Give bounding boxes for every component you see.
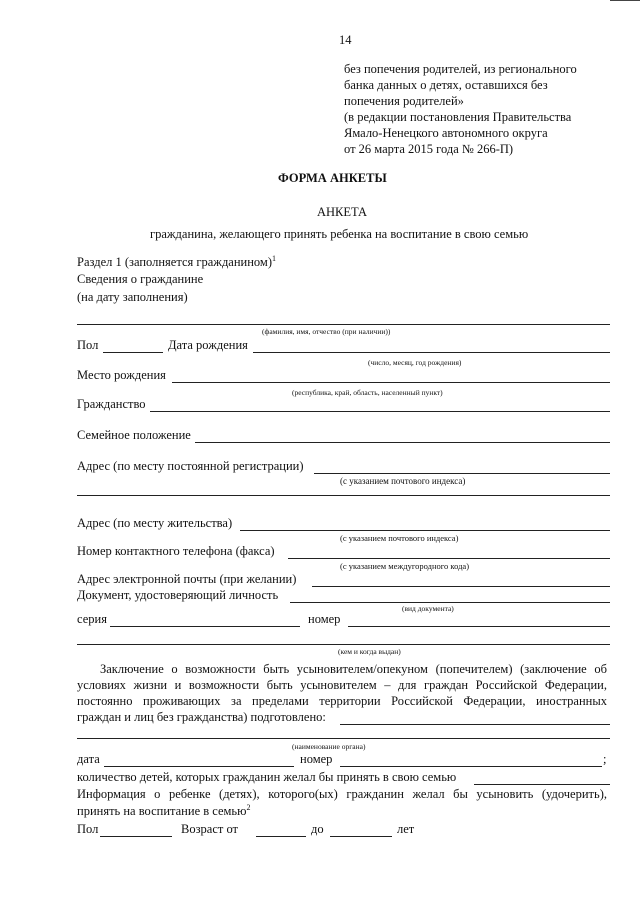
fio-caption: (фамилия, имя, отчество (при наличии)) (262, 327, 391, 336)
conclusion-date-field[interactable] (104, 766, 294, 767)
sex-label: Пол (77, 338, 99, 352)
conclusion-date-label: дата (77, 752, 100, 766)
document-field[interactable] (290, 602, 610, 603)
organ-field[interactable] (77, 738, 610, 739)
footnote-mark: 1 (272, 254, 277, 263)
citizenship-label: Гражданство (77, 397, 146, 411)
birth-date-label: Дата рождения (168, 338, 248, 352)
birth-date-caption: (число, месяц, год рождения) (368, 358, 462, 367)
section-title-text: Раздел 1 (заполняется гражданином) (77, 255, 273, 270)
child-info-line-2 (77, 803, 250, 819)
conclusion-line-3: постоянно проживающих за пределами территории Российской Федерации, иностранных (77, 694, 607, 708)
conclusion-line-2: условиях жизни и возможности быть усыновителем – для граждан Российской Федерации, (77, 678, 607, 692)
conclusion-line-1: Заключение о возможности быть усыновителем/опекуном (попечителем) (заключение об (100, 662, 607, 676)
phone-field[interactable] (288, 558, 610, 559)
sex-field[interactable] (103, 352, 163, 353)
footnote-mark-2: 2 (246, 803, 251, 812)
conclusion-line-4: граждан и лиц без гражданства) подготовлено: (77, 710, 326, 724)
document-label: Документ, удостоверяющий личность (77, 588, 279, 602)
age-from-label: Возраст от (181, 822, 239, 836)
reg-address-field[interactable] (314, 473, 610, 474)
email-field[interactable] (312, 586, 610, 587)
birthplace-label: Место рождения (77, 368, 166, 382)
birthplace-caption: (республика, край, область, населенный пункт) (292, 388, 443, 397)
age-to-label: до (311, 822, 324, 836)
age-from-field[interactable] (256, 836, 306, 837)
organ-caption: (наименование органа) (292, 742, 366, 751)
child-sex-label: Пол (77, 822, 99, 836)
children-count-field[interactable] (474, 784, 610, 785)
header-note-line: от 26 марта 2015 года № 266-П) (344, 142, 514, 156)
marital-field[interactable] (195, 442, 610, 443)
anketa-subtitle: гражданина, желающего принять ребенка на воспитание в свою семью (150, 227, 529, 241)
child-info-line-1: Информация о ребенке (детях), которого(ых) гражданин желал бы усыновить (удочерить), (77, 787, 607, 801)
res-address-caption: (с указанием почтового индекса) (340, 533, 459, 543)
section-date-note: (на дату заполнения) (77, 290, 188, 304)
conclusion-number-field[interactable] (340, 766, 602, 767)
marital-label: Семейное положение (77, 428, 191, 442)
document-caption: (вид документа) (402, 604, 454, 613)
phone-label: Номер контактного телефона (факса) (77, 544, 275, 558)
header-note-line: попечения родителей» (344, 94, 464, 108)
section-title (77, 254, 276, 270)
semicolon: ; (603, 752, 607, 766)
reg-address-caption: (с указанием почтового индекса) (340, 476, 466, 486)
section-subtitle: Сведения о гражданине (77, 272, 204, 286)
header-note-line: (в редакции постановления Правительства (344, 110, 572, 124)
series-label: серия (77, 612, 107, 626)
page-number: 14 (339, 33, 352, 47)
anketa-title: АНКЕТА (317, 205, 368, 219)
birthplace-field[interactable] (172, 382, 610, 383)
header-note-line: Ямало-Ненецкого автономного округа (344, 126, 548, 140)
header-note-line: банка данных о детях, оставшихся без (344, 78, 548, 92)
citizenship-field[interactable] (150, 411, 610, 412)
doc-number-label: номер (308, 612, 341, 626)
child-sex-field[interactable] (100, 836, 172, 837)
corner-mark (610, 0, 640, 1)
series-field[interactable] (110, 626, 300, 627)
birth-date-field[interactable] (253, 352, 610, 353)
children-count-label: количество детей, которых гражданин желал бы принять в свою семью (77, 770, 457, 784)
years-label: лет (397, 822, 415, 836)
age-to-field[interactable] (330, 836, 392, 837)
form-title: ФОРМА АНКЕТЫ (278, 171, 387, 185)
phone-caption: (с указанием междугородного кода) (340, 561, 470, 571)
conclusion-number-label: номер (300, 752, 333, 766)
child-info-text: принять на воспитание в семью (77, 804, 247, 819)
header-note-line: без попечения родителей, из регионального (344, 62, 577, 76)
fio-field[interactable] (77, 324, 610, 325)
doc-number-field[interactable] (348, 626, 610, 627)
reg-address-field-2[interactable] (77, 495, 610, 496)
email-label: Адрес электронной почты (при желании) (77, 572, 297, 586)
reg-address-label: Адрес (по месту постоянной регистрации) (77, 459, 304, 473)
issued-caption: (кем и когда выдан) (338, 647, 401, 656)
issued-field[interactable] (77, 644, 610, 645)
res-address-label: Адрес (по месту жительства) (77, 516, 233, 530)
conclusion-field[interactable] (340, 724, 610, 725)
res-address-field[interactable] (240, 530, 610, 531)
